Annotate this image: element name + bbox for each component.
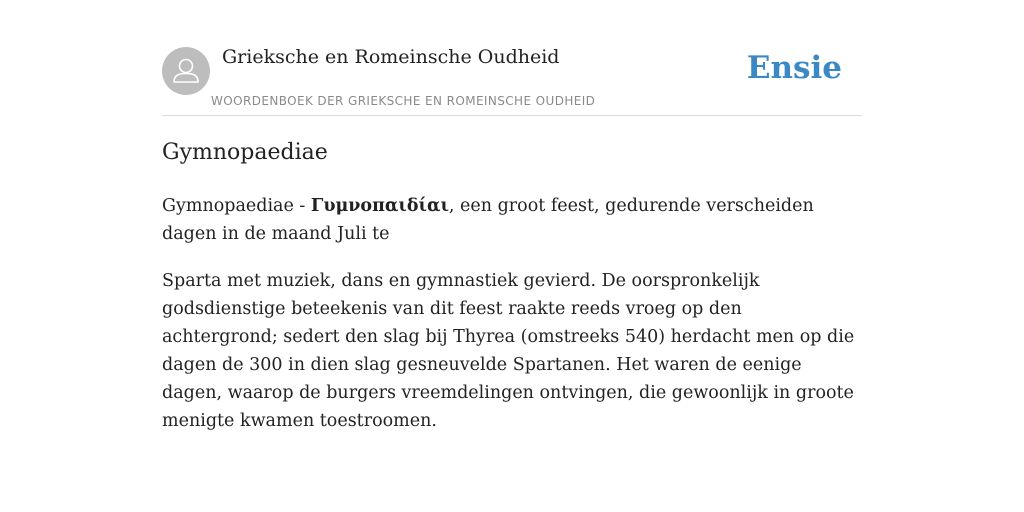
source-subtitle: WOORDENBOEK DER GRIEKSCHE EN ROMEINSCHE OUDHEID bbox=[211, 94, 596, 108]
source-header bbox=[162, 40, 862, 116]
entry-paragraph-1-rest: , een groot feest, gedurende verscheiden dagen in de maand Juli te bbox=[162, 196, 814, 244]
greek-term: Γυμνοπαιδίαι bbox=[310, 196, 449, 216]
entry-paragraph-1 bbox=[162, 192, 862, 248]
source-title[interactable]: Grieksche en Romeinsche Oudheid bbox=[222, 46, 560, 68]
user-icon bbox=[162, 47, 210, 95]
ensie-logo-link[interactable]: Ensie bbox=[746, 50, 842, 86]
entry-term: Gymnopaediae bbox=[162, 196, 294, 216]
entry-title: Gymnopaediae bbox=[162, 140, 328, 165]
source-avatar[interactable] bbox=[162, 47, 210, 95]
term-separator: - bbox=[293, 196, 311, 216]
entry-paragraph-2: Sparta met muziek, dans en gymnastiek gevierd. De oorspronkelijk godsdienstige beteekenis van dit feest raakte reeds vroeg op den achtergrond; sedert den slag bij Thyrea (omstreeks 540) herdacht men op die dagen de 300 in dien slag gesneuvelde Spartanen. Het waren de eenige dagen, waarop de burgers vreemdelingen ontvingen, die gewoonlijk in groote menigte kwamen toestroomen. bbox=[162, 271, 855, 431]
